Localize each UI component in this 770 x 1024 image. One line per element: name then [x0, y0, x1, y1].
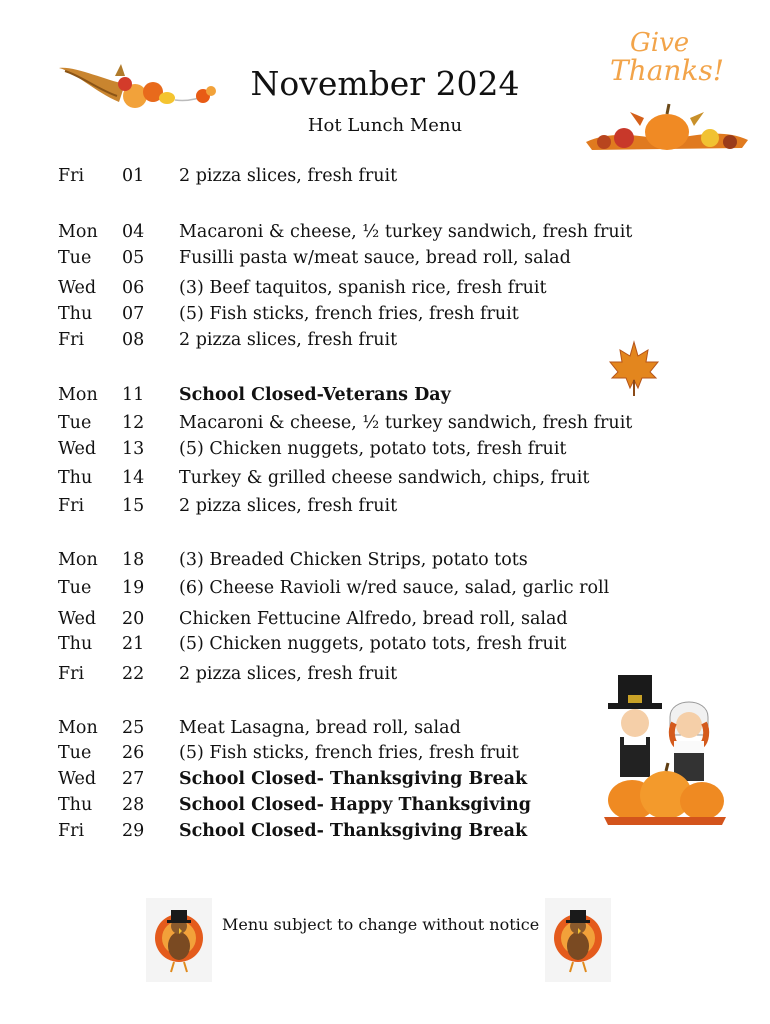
menu-date: 11 — [122, 385, 145, 405]
menu-day: Fri — [58, 664, 85, 684]
menu-item: (5) Chicken nuggets, potato tots, fresh fruit — [179, 634, 567, 654]
menu-item: 2 pizza slices, fresh fruit — [179, 496, 398, 516]
menu-item: Fusilli pasta w/meat sauce, bread roll, salad — [179, 248, 571, 268]
menu-date: 05 — [122, 248, 145, 268]
menu-date: 15 — [122, 496, 145, 516]
page-subtitle: Hot Lunch Menu — [307, 115, 463, 136]
menu-item: Chicken Fettucine Alfredo, bread roll, salad — [179, 609, 568, 629]
menu-item: (3) Breaded Chicken Strips, potato tots — [179, 550, 528, 570]
menu-day: Mon — [58, 718, 98, 738]
menu-item: Macaroni & cheese, ½ turkey sandwich, fresh fruit — [179, 413, 633, 433]
menu-date: 13 — [122, 439, 145, 459]
menu-item: 2 pizza slices, fresh fruit — [179, 664, 398, 684]
menu-date: 20 — [122, 609, 145, 629]
menu-date: 22 — [122, 664, 145, 684]
menu-day: Wed — [58, 609, 97, 629]
turkey-icon — [545, 898, 611, 982]
menu-day: Wed — [58, 439, 97, 459]
menu-date: 01 — [122, 166, 145, 186]
menu-item: School Closed-Veterans Day — [179, 385, 451, 405]
menu-disclaimer: Menu subject to change without notice — [222, 915, 540, 934]
menu-date: 12 — [122, 413, 145, 433]
menu-day: Tue — [58, 743, 92, 763]
menu-day: Tue — [58, 248, 92, 268]
menu-item: Meat Lasagna, bread roll, salad — [179, 718, 461, 738]
menu-date: 07 — [122, 304, 145, 324]
menu-item: School Closed- Happy Thanksgiving — [179, 795, 531, 815]
menu-day: Tue — [58, 578, 92, 598]
menu-item: Macaroni & cheese, ½ turkey sandwich, fresh fruit — [179, 222, 633, 242]
menu-date: 19 — [122, 578, 145, 598]
menu-item: (5) Fish sticks, french fries, fresh fruit — [179, 743, 519, 763]
menu-day: Thu — [58, 634, 93, 654]
menu-date: 28 — [122, 795, 145, 815]
menu-item: (3) Beef taquitos, spanish rice, fresh fruit — [179, 278, 547, 298]
menu-date: 18 — [122, 550, 145, 570]
turkey-icon — [146, 898, 212, 982]
menu-day: Wed — [58, 278, 97, 298]
menu-date: 26 — [122, 743, 145, 763]
menu-item: (6) Cheese Ravioli w/red sauce, salad, garlic roll — [179, 578, 610, 598]
menu-day: Fri — [58, 330, 85, 350]
menu-day: Wed — [58, 769, 97, 789]
menu-day: Fri — [58, 496, 85, 516]
menu-item: School Closed- Thanksgiving Break — [179, 769, 528, 789]
pilgrims-pumpkins-illustration — [600, 665, 730, 830]
menu-day: Fri — [58, 166, 85, 186]
menu-day: Thu — [58, 304, 93, 324]
give-thanks-script: Give — [630, 28, 690, 58]
menu-day: Thu — [58, 795, 93, 815]
maple-leaf-icon — [608, 340, 660, 398]
menu-date: 27 — [122, 769, 145, 789]
menu-day: Mon — [58, 385, 98, 405]
menu-day: Mon — [58, 550, 98, 570]
menu-date: 14 — [122, 468, 145, 488]
menu-item: 2 pizza slices, fresh fruit — [179, 330, 398, 350]
menu-date: 08 — [122, 330, 145, 350]
menu-date: 06 — [122, 278, 145, 298]
menu-day: Thu — [58, 468, 93, 488]
menu-item: 2 pizza slices, fresh fruit — [179, 166, 398, 186]
menu-date: 25 — [122, 718, 145, 738]
menu-item: Turkey & grilled cheese sandwich, chips, fruit — [179, 468, 590, 488]
give-thanks-script-2: Thanks! — [610, 54, 725, 87]
menu-date: 21 — [122, 634, 145, 654]
menu-date: 04 — [122, 222, 145, 242]
menu-item: (5) Fish sticks, french fries, fresh fruit — [179, 304, 519, 324]
menu-day: Tue — [58, 413, 92, 433]
menu-item: (5) Chicken nuggets, potato tots, fresh fruit — [179, 439, 567, 459]
menu-day: Fri — [58, 821, 85, 841]
page-title: November 2024 — [250, 64, 520, 103]
menu-date: 29 — [122, 821, 145, 841]
menu-item: School Closed- Thanksgiving Break — [179, 821, 528, 841]
menu-day: Mon — [58, 222, 98, 242]
